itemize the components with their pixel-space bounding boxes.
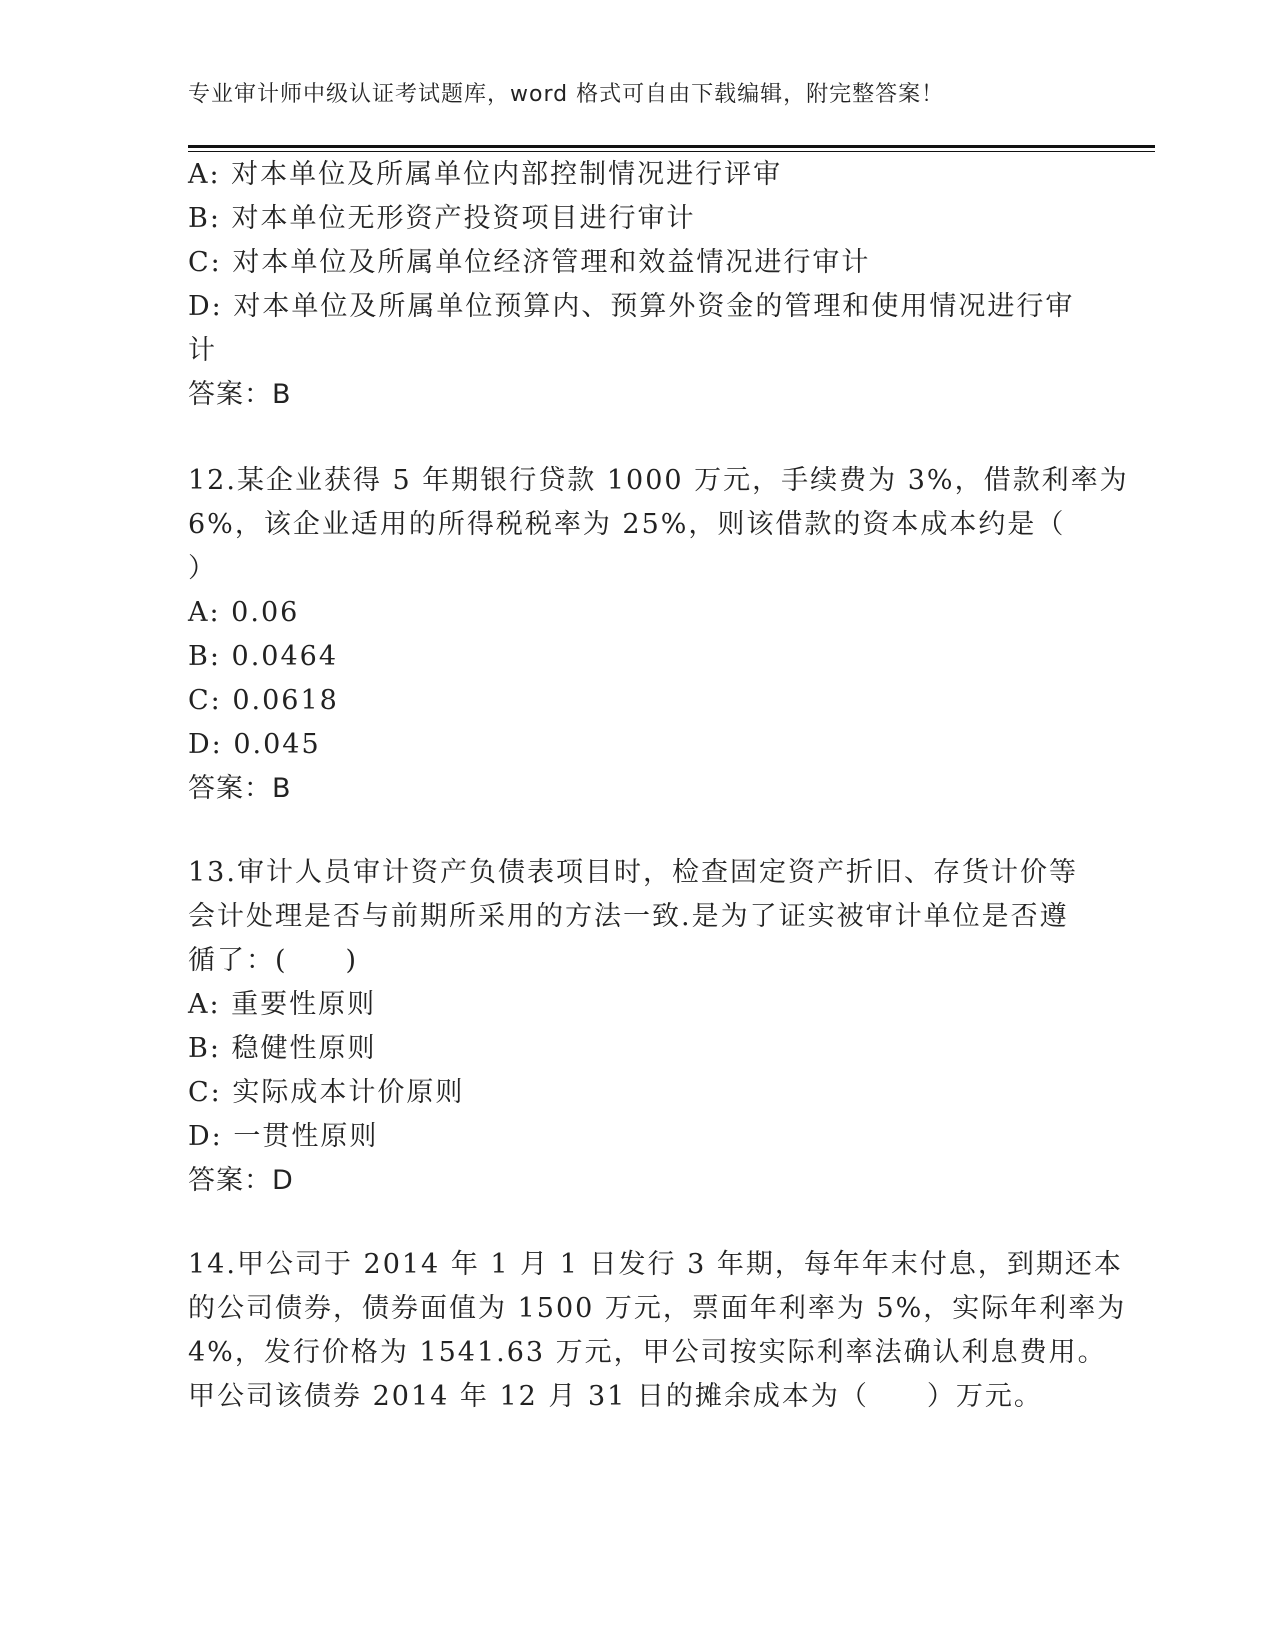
header-text: 专业审计师中级认证考试题库，word 格式可自由下载编辑，附完整答案！ <box>188 82 945 107</box>
header-rule-thin <box>188 151 1155 152</box>
q12-option-d: D: 0.045 <box>188 729 321 760</box>
q12-stem-line-1: 12.某企业获得 5 年期银行贷款 1000 万元，手续费为 3%，借款利率为 <box>188 465 1129 496</box>
q13-stem-line-2: 会计处理是否与前期所采用的方法一致.是为了证实被审计单位是否遵 <box>188 901 1069 932</box>
q13-answer: 答案：D <box>188 1165 294 1196</box>
q13-stem-line-3: 循了：( ) <box>188 945 359 976</box>
q12-stem-line-2: 6%，该企业适用的所得税税率为 25%，则该借款的资本成本约是（ <box>188 509 1066 540</box>
q14-stem-line-1: 14.甲公司于 2014 年 1 月 1 日发行 3 年期，每年年末付息，到期还本 <box>188 1249 1123 1280</box>
header-rule-thick <box>188 145 1155 148</box>
q14-stem-line-2: 的公司债券，债券面值为 1500 万元，票面年利率为 5%，实际年利率为 <box>188 1293 1127 1324</box>
q13-option-b: B: 稳健性原则 <box>188 1033 377 1064</box>
q11-option-b: B: 对本单位无形资产投资项目进行审计 <box>188 203 696 234</box>
q12-option-b: B: 0.0464 <box>188 641 338 672</box>
q13-option-a: A: 重要性原则 <box>188 989 377 1020</box>
q11-option-a: A: 对本单位及所属单位内部控制情况进行评审 <box>188 159 783 190</box>
q13-option-d: D: 一贯性原则 <box>188 1121 379 1152</box>
q12-answer: 答案：B <box>188 773 292 804</box>
q12-option-c: C: 0.0618 <box>188 685 339 716</box>
q11-option-c: C: 对本单位及所属单位经济管理和效益情况进行审计 <box>188 247 871 278</box>
q11-option-d: D: 对本单位及所属单位预算内、预算外资金的管理和使用情况进行审 <box>188 291 1075 322</box>
q11-answer: 答案：B <box>188 379 292 410</box>
q13-stem-line-1: 13.审计人员审计资产负债表项目时，检查固定资产折旧、存货计价等 <box>188 857 1078 888</box>
q11-option-d-cont: 计 <box>188 335 217 366</box>
q13-option-c: C: 实际成本计价原则 <box>188 1077 465 1108</box>
q12-stem-line-3: ） <box>188 553 217 584</box>
q14-stem-line-4: 甲公司该债券 2014 年 12 月 31 日的摊余成本为（ ）万元。 <box>188 1381 1043 1412</box>
q12-option-a: A: 0.06 <box>188 597 300 628</box>
q14-stem-line-3: 4%，发行价格为 1541.63 万元，甲公司按实际利率法确认利息费用。 <box>188 1337 1107 1368</box>
